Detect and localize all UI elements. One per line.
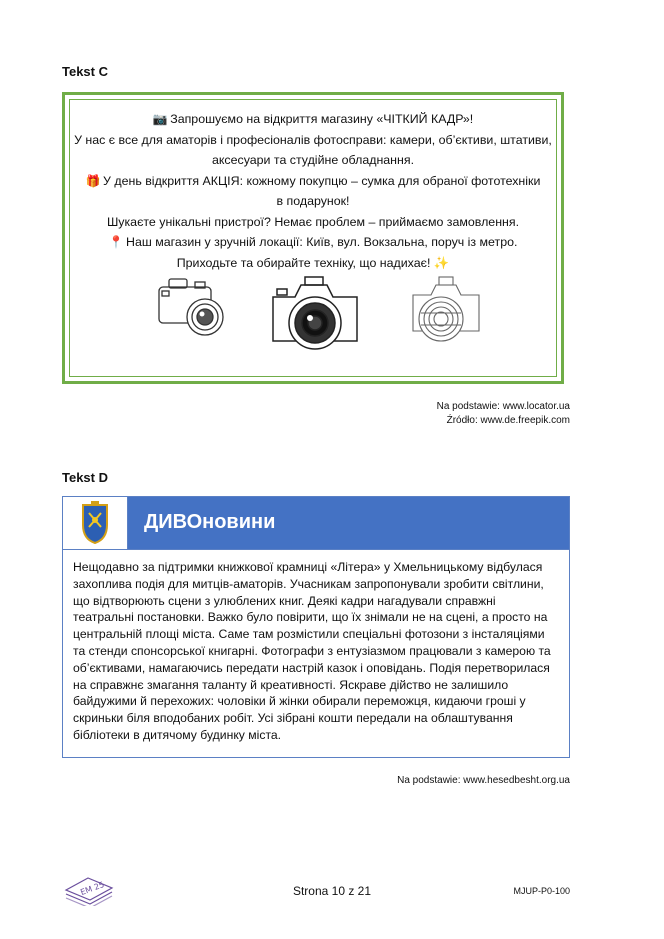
section-heading-d: Tekst D — [62, 470, 108, 485]
ad-line-8-text: Приходьте та обирайте техніку, що надихає! ✨ — [176, 255, 450, 270]
coat-of-arms-icon — [63, 497, 127, 549]
ad-line-7 — [71, 232, 555, 253]
ad-line-7-text: Наш магазин у зручній локації: Київ, вул. Вокзальна, поруч із метро. — [122, 235, 518, 249]
page-number: Strona 10 z 21 — [292, 884, 372, 898]
camera-illustration-left — [155, 273, 235, 341]
section-heading-c: Tekst C — [62, 64, 108, 79]
gift-icon: 🎁 — [85, 173, 101, 188]
ad-line-4 — [71, 171, 555, 192]
ad-line-5 — [71, 191, 555, 212]
news-box — [62, 496, 570, 758]
camera-illustration-right — [403, 273, 487, 347]
ad-line-3 — [71, 150, 555, 171]
pin-icon: 📍 — [108, 235, 124, 249]
ad-line-2-text: У нас є все для аматорів і професіоналів фотосправи: камери, об’єктиви, штативи, — [74, 132, 552, 147]
source-line-2: Źródło: www.de.freepik.com — [446, 415, 570, 426]
source-line-1: Na podstawie: www.locator.ua — [436, 401, 570, 412]
news-title-bar — [128, 497, 569, 549]
source-note-c — [437, 400, 570, 428]
news-title: ДИВОновини — [144, 511, 276, 533]
ad-line-5-text: в подарунок! — [276, 194, 350, 208]
camera-illustration-center — [265, 271, 365, 357]
advertisement-text — [71, 109, 555, 273]
document-code: MJUP-P0-100 — [513, 886, 570, 896]
ad-line-6 — [71, 212, 555, 233]
ad-line-3-text: аксесуари та студійне обладнання. — [211, 153, 415, 167]
ad-line-1 — [71, 109, 555, 130]
exam-logo-text: EM 25 — [79, 880, 106, 898]
advertisement-box — [62, 92, 564, 384]
news-header — [63, 497, 569, 550]
news-body: Нещодавно за підтримки книжкової крамниці «Літера» у Хмельницькому відбулася захоплива подія для митців-аматорів. Учасникам запропонували зробити світлини, що відтворюють сцени з улюблених книг. Деякі кадри нагадували справжні театральні постановки. Важко було повірити, що їх знімали не на сцені, а просто на центральній площі міста. Саме там розмістили спеціальні фотозони з інсталяціями та стенди спонсорської книгарні. Фотографи з ентузіазмом працювали з камерою та об’єктивами, намагаючись передати настрій казок і оповідань. Подія перетворилася на справжнє змагання таланту й креативності. Яскраве дійство не залишило байдужими й перехожих: чоловіки й жінки обирали переможця, кидаючи гроші у скриньки біля вподобаних робіт. Усі зібрані кошти передали на облаштування бібліотеки в дитячому будинку міста. — [73, 560, 551, 742]
camera-icon: 📷 — [152, 112, 168, 126]
ad-line-6-text: Шукаєте унікальні пристрої? Немає проблем – приймаємо замовлення. — [106, 214, 520, 229]
source-note-d: Na podstawie: www.hesedbesht.org.ua — [397, 775, 570, 786]
ad-line-8 — [71, 253, 555, 274]
logo-cell — [63, 497, 128, 549]
ad-line-1-text: Запрошуємо на відкриття магазину «ЧІТКИЙ КАДР»! — [166, 112, 474, 126]
ad-line-2 — [71, 130, 555, 151]
ad-line-4-text: У день відкриття АКЦІЯ: кожному покупцю – сумка для обраної фототехніки — [99, 173, 541, 188]
